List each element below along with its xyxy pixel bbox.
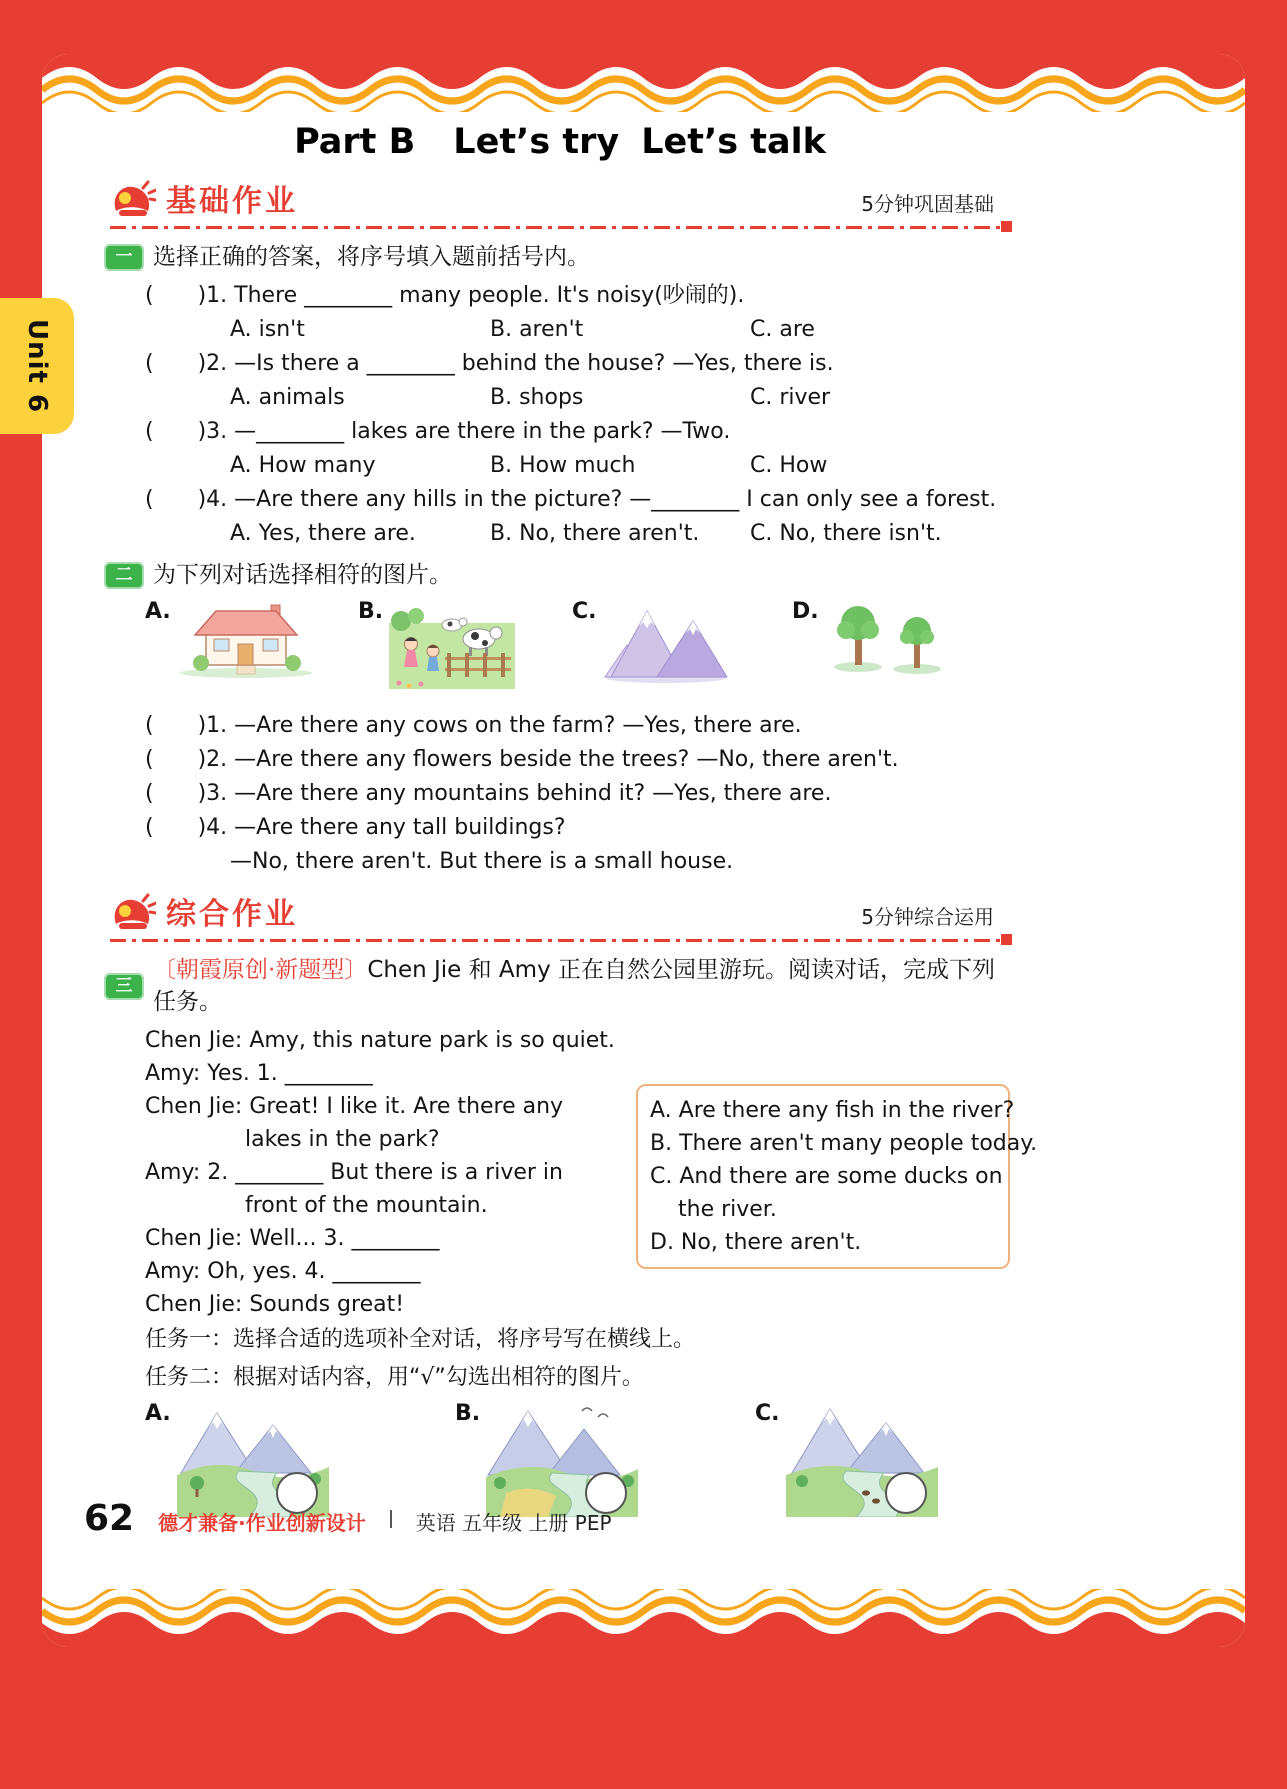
page-footer [84, 1498, 612, 1539]
exercise2-number-badge: 二 [104, 562, 144, 589]
footer-series-title: 德才兼备·作业创新设计 [158, 1511, 366, 1535]
option-a: A. Yes, there are. [230, 521, 416, 546]
section-divider [110, 226, 1010, 229]
ex2-picture-b [358, 599, 515, 691]
picture-label: B. [455, 1401, 481, 1426]
title-lets-talk: Let’s talk [641, 122, 826, 162]
lamp-icon [110, 180, 156, 220]
ex3-options-box [636, 1084, 1038, 1269]
check-circle-c[interactable] [886, 1473, 926, 1513]
ex2-question-3: ( )3. —Are there any mountains behind it? —Yes, there are. [145, 781, 832, 806]
option-c: C. are [750, 317, 815, 342]
dialog-line: Chen Jie: Great! I like it. Are there any [145, 1094, 564, 1119]
mountains-illustration [603, 599, 729, 685]
ex1-question-2: ( )2. —Is there a ________ behind the house? —Yes, there is. [145, 351, 834, 376]
ex3-picture-c [755, 1401, 938, 1517]
section-note-basic: 5分钟巩固基础 [861, 192, 994, 216]
exercise1-number-badge: 一 [104, 244, 144, 271]
ex1-question-3: ( )3. —________ lakes are there in the park? —Two. [145, 419, 731, 444]
lamp-icon [110, 893, 156, 933]
dialog-line-continuation: lakes in the park? [245, 1127, 440, 1152]
footer-divider [390, 1510, 392, 1528]
picture-label: C. [755, 1401, 780, 1426]
dialog-line: Amy: 2. ________ But there is a river in [145, 1160, 563, 1185]
bottom-wavy-border [42, 1589, 1245, 1647]
dialog-line: Amy: Yes. 1. ________ [145, 1061, 373, 1086]
page-number: 62 [84, 1498, 135, 1539]
section-title-basic: 基础作业 [166, 184, 298, 219]
optbox-option-b: B. There aren't many people today. [650, 1131, 1038, 1156]
farm-illustration [389, 599, 515, 691]
dialog-line: Chen Jie: Sounds great! [145, 1292, 405, 1317]
ex2-picture-a [145, 599, 315, 679]
ex1-options-4 [110, 517, 1010, 551]
page-title [110, 122, 1010, 162]
option-b: B. shops [490, 385, 584, 410]
ex1-options-3 [110, 449, 1010, 483]
house-illustration [177, 599, 315, 679]
option-c: C. No, there isn't. [750, 521, 942, 546]
landscape-c-illustration [786, 1401, 938, 1517]
section-divider [110, 939, 1010, 942]
section-title-comprehensive: 综合作业 [166, 897, 298, 932]
exercise3-number-badge: 三 [104, 973, 144, 1000]
ex3-task-1: 任务一：选择合适的选项补全对话，将序号写在横线上。 [145, 1327, 696, 1352]
title-part-b: Part B [294, 122, 416, 162]
optbox-option-c: C. And there are some ducks on [650, 1164, 1003, 1189]
unit-tab [0, 298, 74, 434]
option-c: C. river [750, 385, 831, 410]
ex1-options-1 [110, 313, 1010, 347]
optbox-option-a: A. Are there any fish in the river? [650, 1098, 1015, 1123]
option-b: B. No, there aren't. [490, 521, 700, 546]
option-b: B. aren't [490, 317, 584, 342]
section-note-comprehensive: 5分钟综合运用 [861, 905, 994, 929]
ex2-picture-d [792, 599, 951, 675]
optbox-option-c-continuation: the river. [678, 1197, 777, 1222]
ex3-task-2: 任务二：根据对话内容，用“√”勾选出相符的图片。 [145, 1365, 644, 1390]
trees-illustration [825, 599, 951, 675]
optbox-option-d: D. No, there aren't. [650, 1230, 862, 1255]
option-c: C. How [750, 453, 828, 478]
option-a: A. isn't [230, 317, 305, 342]
exercise2-instruction: 为下列对话选择相符的图片。 [153, 562, 452, 588]
picture-label: D. [792, 599, 819, 624]
footer-book-info: 英语 五年级 上册 PEP [415, 1511, 612, 1535]
picture-label: B. [358, 599, 384, 624]
picture-label: C. [572, 599, 597, 624]
dialog-line: Amy: Oh, yes. 4. ________ [145, 1259, 421, 1284]
ex1-options-2 [110, 381, 1010, 415]
exercise1-instruction: 选择正确的答案，将序号填入题前括号内。 [153, 244, 590, 270]
ex2-question-2: ( )2. —Are there any flowers beside the trees? —No, there aren't. [145, 747, 899, 772]
ex2-picture-c [572, 599, 729, 685]
picture-label: A. [145, 599, 171, 624]
dialog-line: Chen Jie: Well... 3. ________ [145, 1226, 440, 1251]
ex2-question-4-continuation: —No, there aren't. But there is a small house. [230, 849, 734, 874]
section-header-basic [110, 180, 1010, 220]
top-wavy-border [42, 54, 1245, 112]
exercise2-header [110, 559, 1010, 591]
option-a: A. How many [230, 453, 376, 478]
page-content [110, 118, 1038, 1527]
dialog-line-continuation: front of the mountain. [245, 1193, 488, 1218]
title-lets-try: Let’s try [453, 122, 620, 162]
ex2-picture-row [110, 599, 1010, 701]
exercise3-tag: 〔朝霞原创·新题型〕 [153, 957, 368, 983]
ex2-question-4: ( )4. —Are there any tall buildings? [145, 815, 566, 840]
section-header-comprehensive [110, 893, 1010, 933]
exercise3-header [110, 954, 1010, 1018]
exercise3-instruction: Chen Jie 和 Amy 正在自然公园里游玩。阅读对话，完成下列任务。 [153, 957, 995, 1015]
ex1-question-1: ( )1. There ________ many people. It's noisy(吵闹的). [145, 283, 745, 308]
ex1-question-4: ( )4. —Are there any hills in the picture? —________ I can only see a forest. [145, 487, 997, 512]
worksheet-page [42, 54, 1245, 1647]
exercise1-header [110, 241, 1010, 273]
picture-label: A. [145, 1401, 171, 1426]
option-b: B. How much [490, 453, 636, 478]
unit-tab-label: Unit 6 [22, 318, 53, 414]
dialog-line: Chen Jie: Amy, this nature park is so quiet. [145, 1028, 615, 1053]
option-a: A. animals [230, 385, 345, 410]
ex3-dialog [110, 1024, 1038, 1321]
ex2-question-1: ( )1. —Are there any cows on the farm? —Yes, there are. [145, 713, 802, 738]
